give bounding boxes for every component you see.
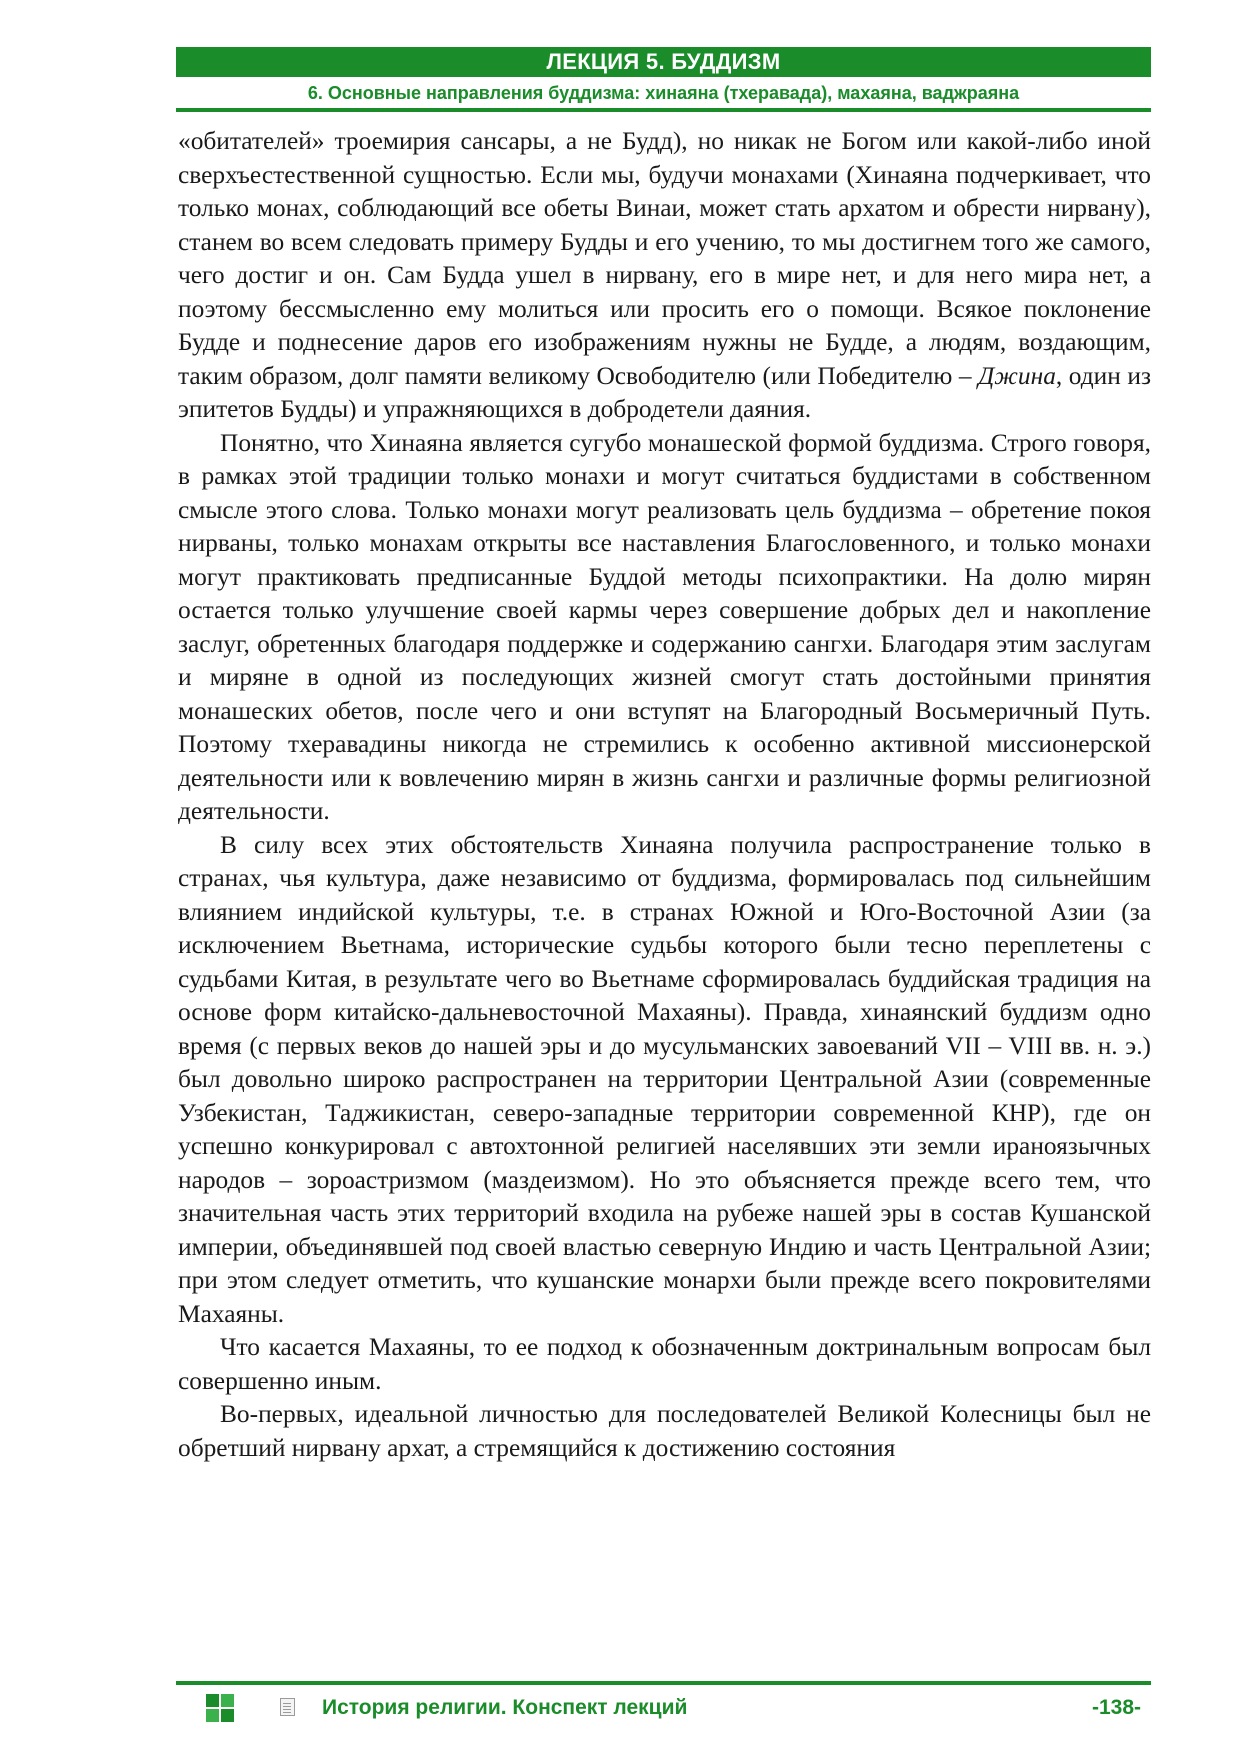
document-icon xyxy=(280,1698,295,1716)
paragraph-2: Понятно, что Хинаяна является сугубо монашеской формой буддизма. Строго говоря, в рамках этой традиции только монахи и могут считаться буддистами в собственном смысле этого слова. Только монахи могут реализовать цель буддизма – обретение покоя нирваны, только монахам открыты все наставления Благословенного, и только монахи могут практиковать предписанные Буддой методы психопрактики. На долю мирян остается только улучшение своей кармы через совершение добрых дел и накопление заслуг, обретенных благодаря поддержке и содержанию сангхи. Благодаря этим заслугам и миряне в одной из последующих жизней смогут стать достойными принятия монашеских обетов, после чего и они вступят на Благородный Восьмеричный Путь. Поэтому тхеравадины никогда не стремились к особенно активной миссионерской деятельности или к вовлечению мирян в жизнь сангхи и различные формы религиозной деятельности. xyxy=(178,428,1151,825)
paragraph-1-italic-term: Джина xyxy=(978,361,1056,390)
green-grid-logo-icon xyxy=(206,1694,234,1722)
page-footer xyxy=(176,1692,1151,1724)
footer-divider xyxy=(176,1681,1151,1685)
paragraph-1-text-end: , один из эпитетов Будды) и упражняющихся в добродетели даяния. xyxy=(178,361,1151,423)
header-divider xyxy=(176,108,1151,112)
paragraph-1 xyxy=(178,125,1151,427)
lecture-title: ЛЕКЦИЯ 5. БУДДИЗМ xyxy=(176,47,1151,77)
paragraph-5: Во-первых, идеальной личностью для последователей Великой Колесницы был не обретший нирвану архат, а стремящийся к достижению состояния xyxy=(178,1400,1151,1462)
section-title: 6. Основные направления буддизма: хинаяна (тхеравада), махаяна, ваджраяна xyxy=(307,83,1020,103)
page-number: -138- xyxy=(1091,1696,1141,1719)
paragraph-1-text-start: «обитателей» троемирия сансары, а не Будд), но никак не Богом или какой-либо иной сверхъестественной сущностью. Если мы, будучи монахами (Хинаяна подчеркивает, что только монах, соблюдающий все обеты Винаи, может стать архатом и обрести нирвану), станем во всем следовать примеру Будды и его учению, то мы достигнем того же самого, чего достиг и он. Сам Будда ушел в нирвану, его в мире нет, и для него мира нет, а поэтому бессмысленно ему молиться или просить его о помощи. Всякое поклонение Будде и поднесение даров его изображениям нужны не Будде, а людям, воздающим, таким образом, долг памяти великому Освободителю (или Победителю – xyxy=(178,127,1151,390)
footer-book-title: История религии. Конспект лекций xyxy=(322,1696,688,1719)
paragraph-4: Что касается Махаяны, то ее подход к обозначенным доктринальным вопросам был совершенно иным. xyxy=(178,1333,1151,1395)
paragraph-3: В силу всех этих обстоятельств Хинаяна получила распространение только в странах, чья культура, даже независимо от буддизма, формировалась под сильнейшим влиянием индийской культуры, т.е. в странах Южной и Юго-Восточной Азии (за исключением Вьетнама, исторические судьбы которого были тесно переплетены с судьбами Китая, в результате чего во Вьетнаме сформировалась буддийская традиция на основе форм китайско-дальневосточной Махаяны). Правда, хинаянский буддизм одно время (с первых веков до нашей эры и до мусульманских завоеваний VII – VIII вв. н. э.) был довольно широко распространен на территории Центральной Азии (современные Узбекистан, Таджикистан, северо-западные территории современной КНР), где он успешно конкурировал с автохтонной религией населявших эти земли ираноязычных народов – зороастризмом (маздеизмом). Но это объясняется прежде всего тем, что значительная часть этих территорий входила на рубеже нашей эры в состав Кушанской империи, объединявшей под своей властью северную Индию и часть Центральной Азии; при этом следует отметить, что кушанские монархи были прежде всего покровителями Махаяны. xyxy=(178,830,1151,1328)
body-text xyxy=(178,125,1151,1465)
